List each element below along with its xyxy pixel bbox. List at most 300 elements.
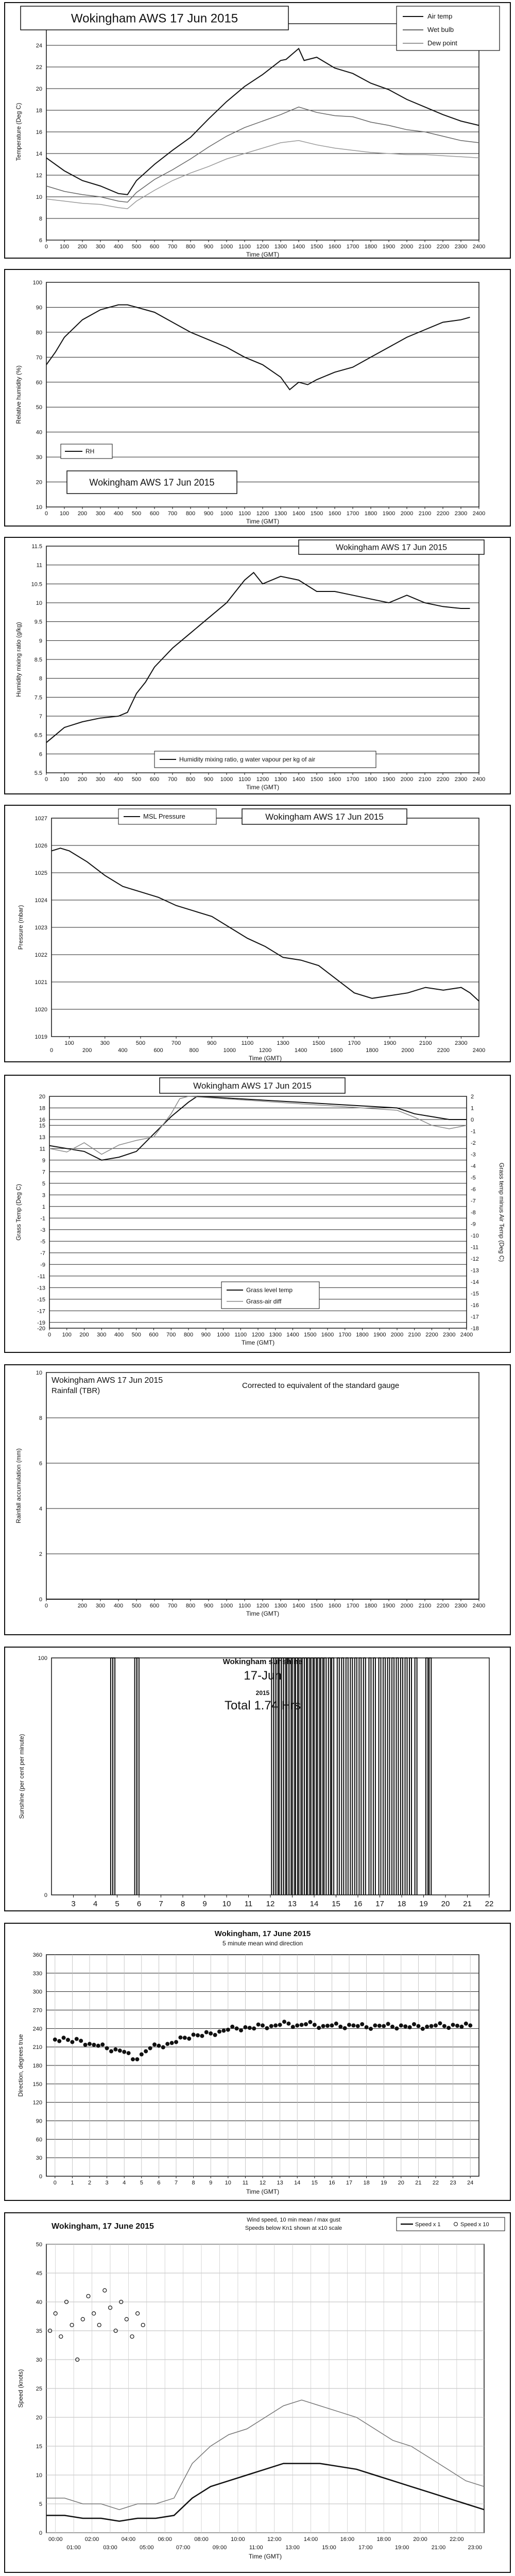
- legend-label: Humidity mixing ratio, g water vapour per kg of air: [179, 756, 316, 763]
- x-tick-label: 2200: [436, 244, 450, 250]
- x-tick-label: 21: [463, 1900, 472, 1908]
- x-tick-label: 00:00: [48, 2536, 63, 2543]
- y-tick-label: 270: [32, 2007, 42, 2014]
- y-tick-label: 1027: [35, 816, 47, 822]
- x-tick-label: 1600: [321, 1332, 334, 1338]
- y-tick-label: 80: [36, 329, 42, 336]
- x-tick-label: 2200: [436, 776, 450, 783]
- direction-point: [144, 2049, 148, 2054]
- x-tick-label: 0: [53, 2180, 57, 2186]
- x-tick-label: 1100: [234, 1332, 247, 1338]
- wind-speed-chart: [5, 2213, 512, 2574]
- x-tick-label: 1600: [328, 511, 341, 517]
- direction-point: [438, 2021, 442, 2025]
- x-tick-label: 200: [77, 776, 88, 783]
- y-tick-label: 6: [39, 1461, 42, 1467]
- x-tick-label: 07:00: [176, 2545, 191, 2551]
- y-tick-label: 11: [36, 562, 42, 569]
- x-tick-label: 2000: [400, 244, 414, 250]
- x-tick-label: 300: [95, 1603, 106, 1609]
- x-tick-label: 15:00: [322, 2545, 336, 2551]
- y-tick-label: 70: [36, 354, 42, 361]
- x-tick-label: 22: [485, 1900, 494, 1908]
- x-tick-label: 500: [131, 1603, 142, 1609]
- x-tick-label: 2200: [425, 1332, 438, 1338]
- legend-label: RH: [85, 448, 95, 455]
- x-tick-label: 1800: [364, 1603, 377, 1609]
- x-tick-label: 1900: [382, 1603, 396, 1609]
- y-tick-label: -19: [37, 1319, 45, 1326]
- direction-point: [53, 2038, 57, 2042]
- x-tick-label: 400: [113, 244, 124, 250]
- x-tick-label: 2000: [390, 1332, 404, 1338]
- direction-point: [399, 2023, 403, 2027]
- x-tick-label: 0: [44, 511, 48, 517]
- y-axis-label: Humidity mixing ratio (g/kg): [15, 622, 22, 697]
- x-tick-label: 16: [353, 1900, 363, 1908]
- x-tick-label: 700: [166, 1332, 176, 1338]
- direction-point: [425, 2025, 429, 2029]
- x-tick-label: 1300: [274, 1603, 287, 1609]
- x-tick-label: 8: [180, 1900, 185, 1908]
- y-tick-label: 8: [39, 675, 42, 682]
- direction-point: [338, 2025, 342, 2029]
- direction-point: [140, 2053, 144, 2057]
- x-tick-label: 1700: [346, 1603, 359, 1609]
- x-tick-label: 0: [49, 1047, 54, 1054]
- direction-point: [390, 2025, 394, 2029]
- x-tick-label: 600: [149, 244, 160, 250]
- x-tick-label: 16: [329, 2180, 335, 2186]
- x-tick-label: 500: [131, 776, 142, 783]
- y-tick-label: 5: [42, 1180, 45, 1187]
- x-tick-label: 1500: [310, 1603, 323, 1609]
- x-tick-label: 2100: [418, 1603, 432, 1609]
- direction-point: [196, 2033, 200, 2038]
- direction-point: [351, 2023, 355, 2027]
- x-tick-label: 2300: [455, 1040, 468, 1046]
- x-tick-label: 400: [114, 1332, 124, 1338]
- x-tick-label: 2400: [472, 244, 486, 250]
- x-tick-label: 24: [467, 2180, 474, 2186]
- x-tick-label: 1900: [383, 1040, 397, 1046]
- x-tick-label: 2300: [454, 776, 468, 783]
- y2-tick-label: -4: [471, 1163, 476, 1170]
- direction-point: [278, 2023, 282, 2027]
- x-tick-label: 2200: [436, 511, 450, 517]
- y-tick-label: 60: [36, 2137, 42, 2143]
- chart-date: 17-Jun: [244, 1669, 282, 1683]
- y-tick-label: 0: [39, 1597, 42, 1603]
- y-tick-label: 1: [42, 1204, 45, 1210]
- direction-point: [113, 2047, 117, 2052]
- y-tick-label: 4: [39, 1506, 42, 1512]
- y-tick-label: 6.5: [34, 732, 42, 739]
- x-tick-label: 900: [203, 511, 214, 517]
- y2-tick-label: -12: [471, 1256, 479, 1262]
- y-tick-label: 40: [36, 429, 42, 436]
- chart-title: Wokingham AWS 17 Jun 2015: [265, 811, 384, 822]
- y-tick-label: -17: [37, 1308, 45, 1315]
- x-axis-label: Time (GMT): [246, 784, 280, 791]
- x-tick-label: 4: [123, 2180, 126, 2186]
- direction-point: [152, 2042, 157, 2046]
- direction-point: [165, 2042, 169, 2046]
- x-tick-label: 1500: [310, 244, 323, 250]
- direction-point: [308, 2020, 312, 2024]
- y-tick-label: 1019: [35, 1034, 47, 1040]
- y-tick-label: 100: [32, 280, 42, 286]
- x-tick-label: 2300: [443, 1332, 456, 1338]
- direction-point: [377, 2024, 382, 2028]
- x-tick-label: 22:00: [450, 2536, 464, 2543]
- x-tick-label: 100: [59, 244, 70, 250]
- grass-temp-chart-panel: [4, 1075, 511, 1353]
- y-tick-label: 1022: [35, 952, 47, 958]
- x-tick-label: 1700: [338, 1332, 351, 1338]
- x-tick-label: 100: [62, 1332, 72, 1338]
- y-axis-label: Temperature (Deg C): [15, 103, 22, 161]
- direction-point: [430, 2024, 434, 2028]
- y2-tick-label: 2: [471, 1094, 474, 1100]
- y2-tick-label: -16: [471, 1302, 479, 1309]
- x-tick-label: 12: [266, 1900, 275, 1908]
- x-tick-label: 5: [140, 2180, 143, 2186]
- direction-point: [403, 2024, 407, 2028]
- x-tick-label: 13:00: [285, 2545, 300, 2551]
- y2-tick-label: -18: [471, 1326, 479, 1332]
- x-tick-label: 300: [95, 244, 106, 250]
- humidity-chart-panel: [4, 269, 511, 527]
- x-tick-label: 1100: [241, 1040, 254, 1046]
- y-tick-label: 10: [36, 1370, 42, 1376]
- x-tick-label: 1000: [220, 776, 233, 783]
- direction-point: [135, 2057, 139, 2061]
- x-tick-label: 1000: [220, 1603, 233, 1609]
- y-tick-label: 13: [39, 1134, 45, 1141]
- y-tick-label: 24: [36, 43, 42, 49]
- y2-tick-label: -2: [471, 1140, 476, 1146]
- direction-point: [265, 2026, 269, 2030]
- y-tick-label: 9: [39, 638, 42, 645]
- direction-point: [57, 2039, 61, 2043]
- direction-point: [105, 2046, 109, 2050]
- direction-point: [217, 2029, 221, 2033]
- x-tick-label: 21:00: [431, 2545, 446, 2551]
- y2-tick-label: 1: [471, 1105, 474, 1112]
- x-tick-label: 6: [136, 1900, 142, 1908]
- x-tick-label: 6: [157, 2180, 161, 2186]
- x-tick-label: 500: [135, 1040, 146, 1046]
- direction-point: [178, 2036, 182, 2040]
- direction-point: [330, 2023, 334, 2027]
- chart-title: Wokingham sunshine: [222, 1657, 303, 1666]
- x-tick-label: 2200: [437, 1047, 450, 1054]
- sunshine-chart-panel: [4, 1647, 511, 1911]
- chart-subtitle: 5 minute mean wind direction: [222, 1940, 303, 1947]
- x-axis-label: Time (GMT): [246, 2188, 280, 2195]
- direction-point: [75, 2037, 79, 2041]
- direction-point: [187, 2037, 191, 2041]
- y-tick-label: 7.5: [34, 694, 42, 701]
- x-tick-label: 20: [398, 2180, 404, 2186]
- y-tick-label: 22: [36, 64, 42, 71]
- y-tick-label: 15: [39, 1123, 45, 1129]
- pressure-chart: [5, 806, 512, 1063]
- wind-direction-chart: [5, 1924, 512, 2202]
- direction-point: [66, 2038, 70, 2042]
- x-tick-label: 1100: [238, 244, 251, 250]
- y-tick-label: 5.5: [34, 770, 42, 776]
- x-tick-label: 13: [277, 2180, 283, 2186]
- direction-point: [269, 2024, 273, 2028]
- direction-point: [300, 2023, 304, 2027]
- temperature-chart: [5, 3, 512, 260]
- direction-point: [286, 2022, 290, 2026]
- x-tick-label: 1400: [292, 776, 305, 783]
- x-tick-label: 400: [113, 511, 124, 517]
- x-axis-label: Time (GMT): [246, 518, 280, 525]
- x-tick-label: 2200: [436, 1603, 450, 1609]
- x-tick-label: 2100: [418, 511, 432, 517]
- x-tick-label: 1700: [346, 776, 359, 783]
- direction-point: [226, 2028, 230, 2032]
- direction-point: [468, 2023, 472, 2027]
- y2-tick-label: -1: [471, 1128, 476, 1135]
- direction-point: [83, 2043, 88, 2047]
- temperature-chart-panel: [4, 2, 511, 259]
- direction-point: [373, 2023, 377, 2027]
- direction-point: [256, 2023, 261, 2027]
- direction-point: [347, 2023, 351, 2027]
- x-tick-label: 2300: [454, 1603, 468, 1609]
- x-tick-label: 1800: [366, 1047, 379, 1054]
- x-tick-label: 16:00: [340, 2536, 355, 2543]
- x-tick-label: 10: [225, 2180, 231, 2186]
- y2-tick-label: -6: [471, 1187, 476, 1193]
- direction-point: [464, 2022, 468, 2026]
- direction-point: [434, 2023, 438, 2027]
- x-tick-label: 14: [294, 2180, 301, 2186]
- y-tick-label: 16: [36, 129, 42, 135]
- direction-point: [252, 2026, 256, 2030]
- y-tick-label: 20: [36, 2415, 42, 2421]
- x-tick-label: 400: [113, 1603, 124, 1609]
- y2-tick-label: -8: [471, 1210, 476, 1216]
- x-tick-label: 10:00: [231, 2536, 245, 2543]
- y-tick-label: 1021: [35, 979, 47, 986]
- x-tick-label: 600: [149, 1603, 160, 1609]
- x-tick-label: 1200: [251, 1332, 265, 1338]
- direction-point: [239, 2028, 243, 2032]
- direction-point: [382, 2024, 386, 2028]
- x-tick-label: 0: [44, 244, 48, 250]
- x-tick-label: 1400: [286, 1332, 299, 1338]
- y-tick-label: 0: [39, 2530, 42, 2536]
- direction-point: [209, 2031, 213, 2036]
- x-tick-label: 1100: [238, 1603, 251, 1609]
- legend-label: Air temp: [427, 12, 453, 20]
- y2-tick-label: -9: [471, 1221, 476, 1228]
- x-tick-label: 1900: [382, 511, 396, 517]
- x-tick-label: 23:00: [468, 2545, 483, 2551]
- x-tick-label: 1700: [346, 511, 359, 517]
- direction-point: [412, 2022, 416, 2026]
- y-tick-label: 100: [38, 1655, 47, 1662]
- direction-point: [261, 2023, 265, 2027]
- plot-area: [46, 1372, 479, 1599]
- x-tick-label: 1200: [259, 1047, 272, 1054]
- grass-temp-chart: [5, 1076, 512, 1354]
- y-tick-label: 90: [36, 304, 42, 311]
- direction-point: [235, 2026, 239, 2030]
- y-axis-label: Sunshine (per cent per minute): [18, 1734, 25, 1819]
- x-tick-label: 1200: [256, 1603, 269, 1609]
- direction-point: [325, 2024, 330, 2028]
- direction-point: [356, 2024, 360, 2028]
- x-tick-label: 1100: [238, 776, 251, 783]
- direction-point: [273, 2023, 278, 2027]
- direction-point: [96, 2044, 100, 2048]
- x-tick-label: 200: [77, 244, 88, 250]
- x-tick-label: 200: [77, 1603, 88, 1609]
- x-tick-label: 600: [149, 511, 160, 517]
- y-tick-label: -5: [40, 1239, 45, 1245]
- y-tick-label: 10: [36, 194, 42, 200]
- x-tick-label: 700: [167, 511, 178, 517]
- chart-subtitle-2: Speeds below Kn1 shown at x10 scale: [245, 2225, 342, 2231]
- direction-point: [204, 2030, 209, 2035]
- y-tick-label: 9.5: [34, 619, 42, 625]
- y-tick-label: 25: [36, 2386, 42, 2392]
- x-tick-label: 800: [185, 776, 196, 783]
- y-axis-label: Speed (knots): [17, 2369, 24, 2408]
- x-tick-label: 2100: [418, 244, 432, 250]
- y-tick-label: 18: [36, 108, 42, 114]
- x-tick-label: 13: [288, 1900, 297, 1908]
- x-tick-label: 200: [82, 1047, 92, 1054]
- direction-point: [394, 2026, 399, 2030]
- direction-point: [148, 2046, 152, 2050]
- x-tick-label: 04:00: [121, 2536, 136, 2543]
- x-tick-label: 2300: [454, 511, 468, 517]
- x-tick-label: 1500: [310, 511, 323, 517]
- x-tick-label: 900: [207, 1040, 217, 1046]
- chart-title: Wokingham AWS 17 Jun 2015: [193, 1080, 312, 1091]
- chart-title: Wokingham AWS 17 Jun 2015: [89, 477, 215, 488]
- direction-point: [248, 2026, 252, 2030]
- y2-tick-label: -10: [471, 1233, 479, 1239]
- x-tick-label: 14:00: [303, 2536, 318, 2543]
- x-tick-label: 300: [95, 776, 106, 783]
- direction-point: [92, 2043, 96, 2047]
- y-tick-label: -7: [40, 1250, 45, 1257]
- y-tick-label: 6: [39, 751, 42, 758]
- y-tick-label: 50: [36, 2242, 42, 2248]
- y-tick-label: 7: [39, 714, 42, 720]
- y-tick-label: 1023: [35, 925, 47, 931]
- y-tick-label: 8: [39, 216, 42, 222]
- direction-point: [304, 2022, 308, 2026]
- legend-label: Grass level temp: [246, 1286, 293, 1294]
- x-tick-label: 11: [244, 1900, 253, 1908]
- direction-point: [447, 2026, 451, 2030]
- x-tick-label: 2100: [418, 776, 432, 783]
- y-tick-label: 150: [32, 2081, 42, 2088]
- x-tick-label: 1300: [274, 776, 287, 783]
- x-tick-label: 1500: [304, 1332, 317, 1338]
- y-tick-label: 11.5: [31, 544, 42, 550]
- y-tick-label: 45: [36, 2270, 42, 2277]
- x-tick-label: 600: [153, 1047, 163, 1054]
- direction-point: [213, 2033, 217, 2037]
- x-tick-label: 800: [185, 1603, 196, 1609]
- x-tick-label: 100: [59, 776, 70, 783]
- direction-point: [127, 2051, 131, 2055]
- direction-point: [109, 2049, 113, 2054]
- x-tick-label: 1300: [274, 511, 287, 517]
- x-tick-label: 1: [71, 2180, 74, 2186]
- direction-point: [243, 2025, 247, 2029]
- y-tick-label: 3: [42, 1192, 45, 1199]
- x-tick-label: 03:00: [103, 2545, 117, 2551]
- x-tick-label: 1300: [269, 1332, 282, 1338]
- y-tick-label: 1025: [35, 870, 47, 876]
- x-tick-label: 1000: [217, 1332, 230, 1338]
- direction-point: [161, 2045, 165, 2049]
- x-tick-label: 23: [450, 2180, 456, 2186]
- x-tick-label: 2000: [400, 776, 414, 783]
- y-tick-label: 210: [32, 2044, 42, 2051]
- x-tick-label: 300: [100, 1040, 110, 1046]
- x-tick-label: 800: [183, 1332, 194, 1338]
- direction-point: [360, 2022, 364, 2026]
- x-tick-label: 700: [167, 1603, 178, 1609]
- x-tick-label: 2300: [454, 244, 468, 250]
- x-tick-label: 700: [171, 1040, 181, 1046]
- x-tick-label: 5: [115, 1900, 119, 1908]
- x-tick-label: 1700: [346, 244, 359, 250]
- legend-label: Dew point: [427, 39, 457, 47]
- chart-note: Corrected to equivalent of the standard gauge: [242, 1381, 400, 1390]
- direction-point: [131, 2057, 135, 2061]
- x-tick-label: 1500: [310, 776, 323, 783]
- x-tick-label: 18:00: [376, 2536, 391, 2543]
- x-tick-label: 10: [222, 1900, 231, 1908]
- x-tick-label: 300: [95, 511, 106, 517]
- y-tick-label: -1: [40, 1215, 45, 1222]
- y2-tick-label: -11: [471, 1244, 479, 1251]
- chart-year: 2015: [255, 1689, 270, 1697]
- y-axis-label: Pressure (mbar): [17, 905, 24, 950]
- direction-point: [174, 2040, 178, 2044]
- x-tick-label: 0: [44, 1603, 48, 1609]
- x-tick-label: 1800: [364, 244, 377, 250]
- x-tick-label: 17: [346, 2180, 353, 2186]
- y-tick-label: 0: [44, 1892, 47, 1899]
- x-tick-label: 2100: [419, 1040, 432, 1046]
- x-tick-label: 2: [88, 2180, 92, 2186]
- y2-tick-label: -15: [471, 1291, 479, 1297]
- x-axis-label: Time (GMT): [241, 1339, 275, 1346]
- direction-point: [365, 2025, 369, 2029]
- chart-title: Wokingham, 17 June 2015: [52, 2222, 154, 2231]
- x-tick-label: 1900: [382, 776, 396, 783]
- x-tick-label: 22: [432, 2180, 439, 2186]
- direction-point: [100, 2042, 105, 2046]
- x-tick-label: 1900: [382, 244, 396, 250]
- y-tick-label: 180: [32, 2063, 42, 2069]
